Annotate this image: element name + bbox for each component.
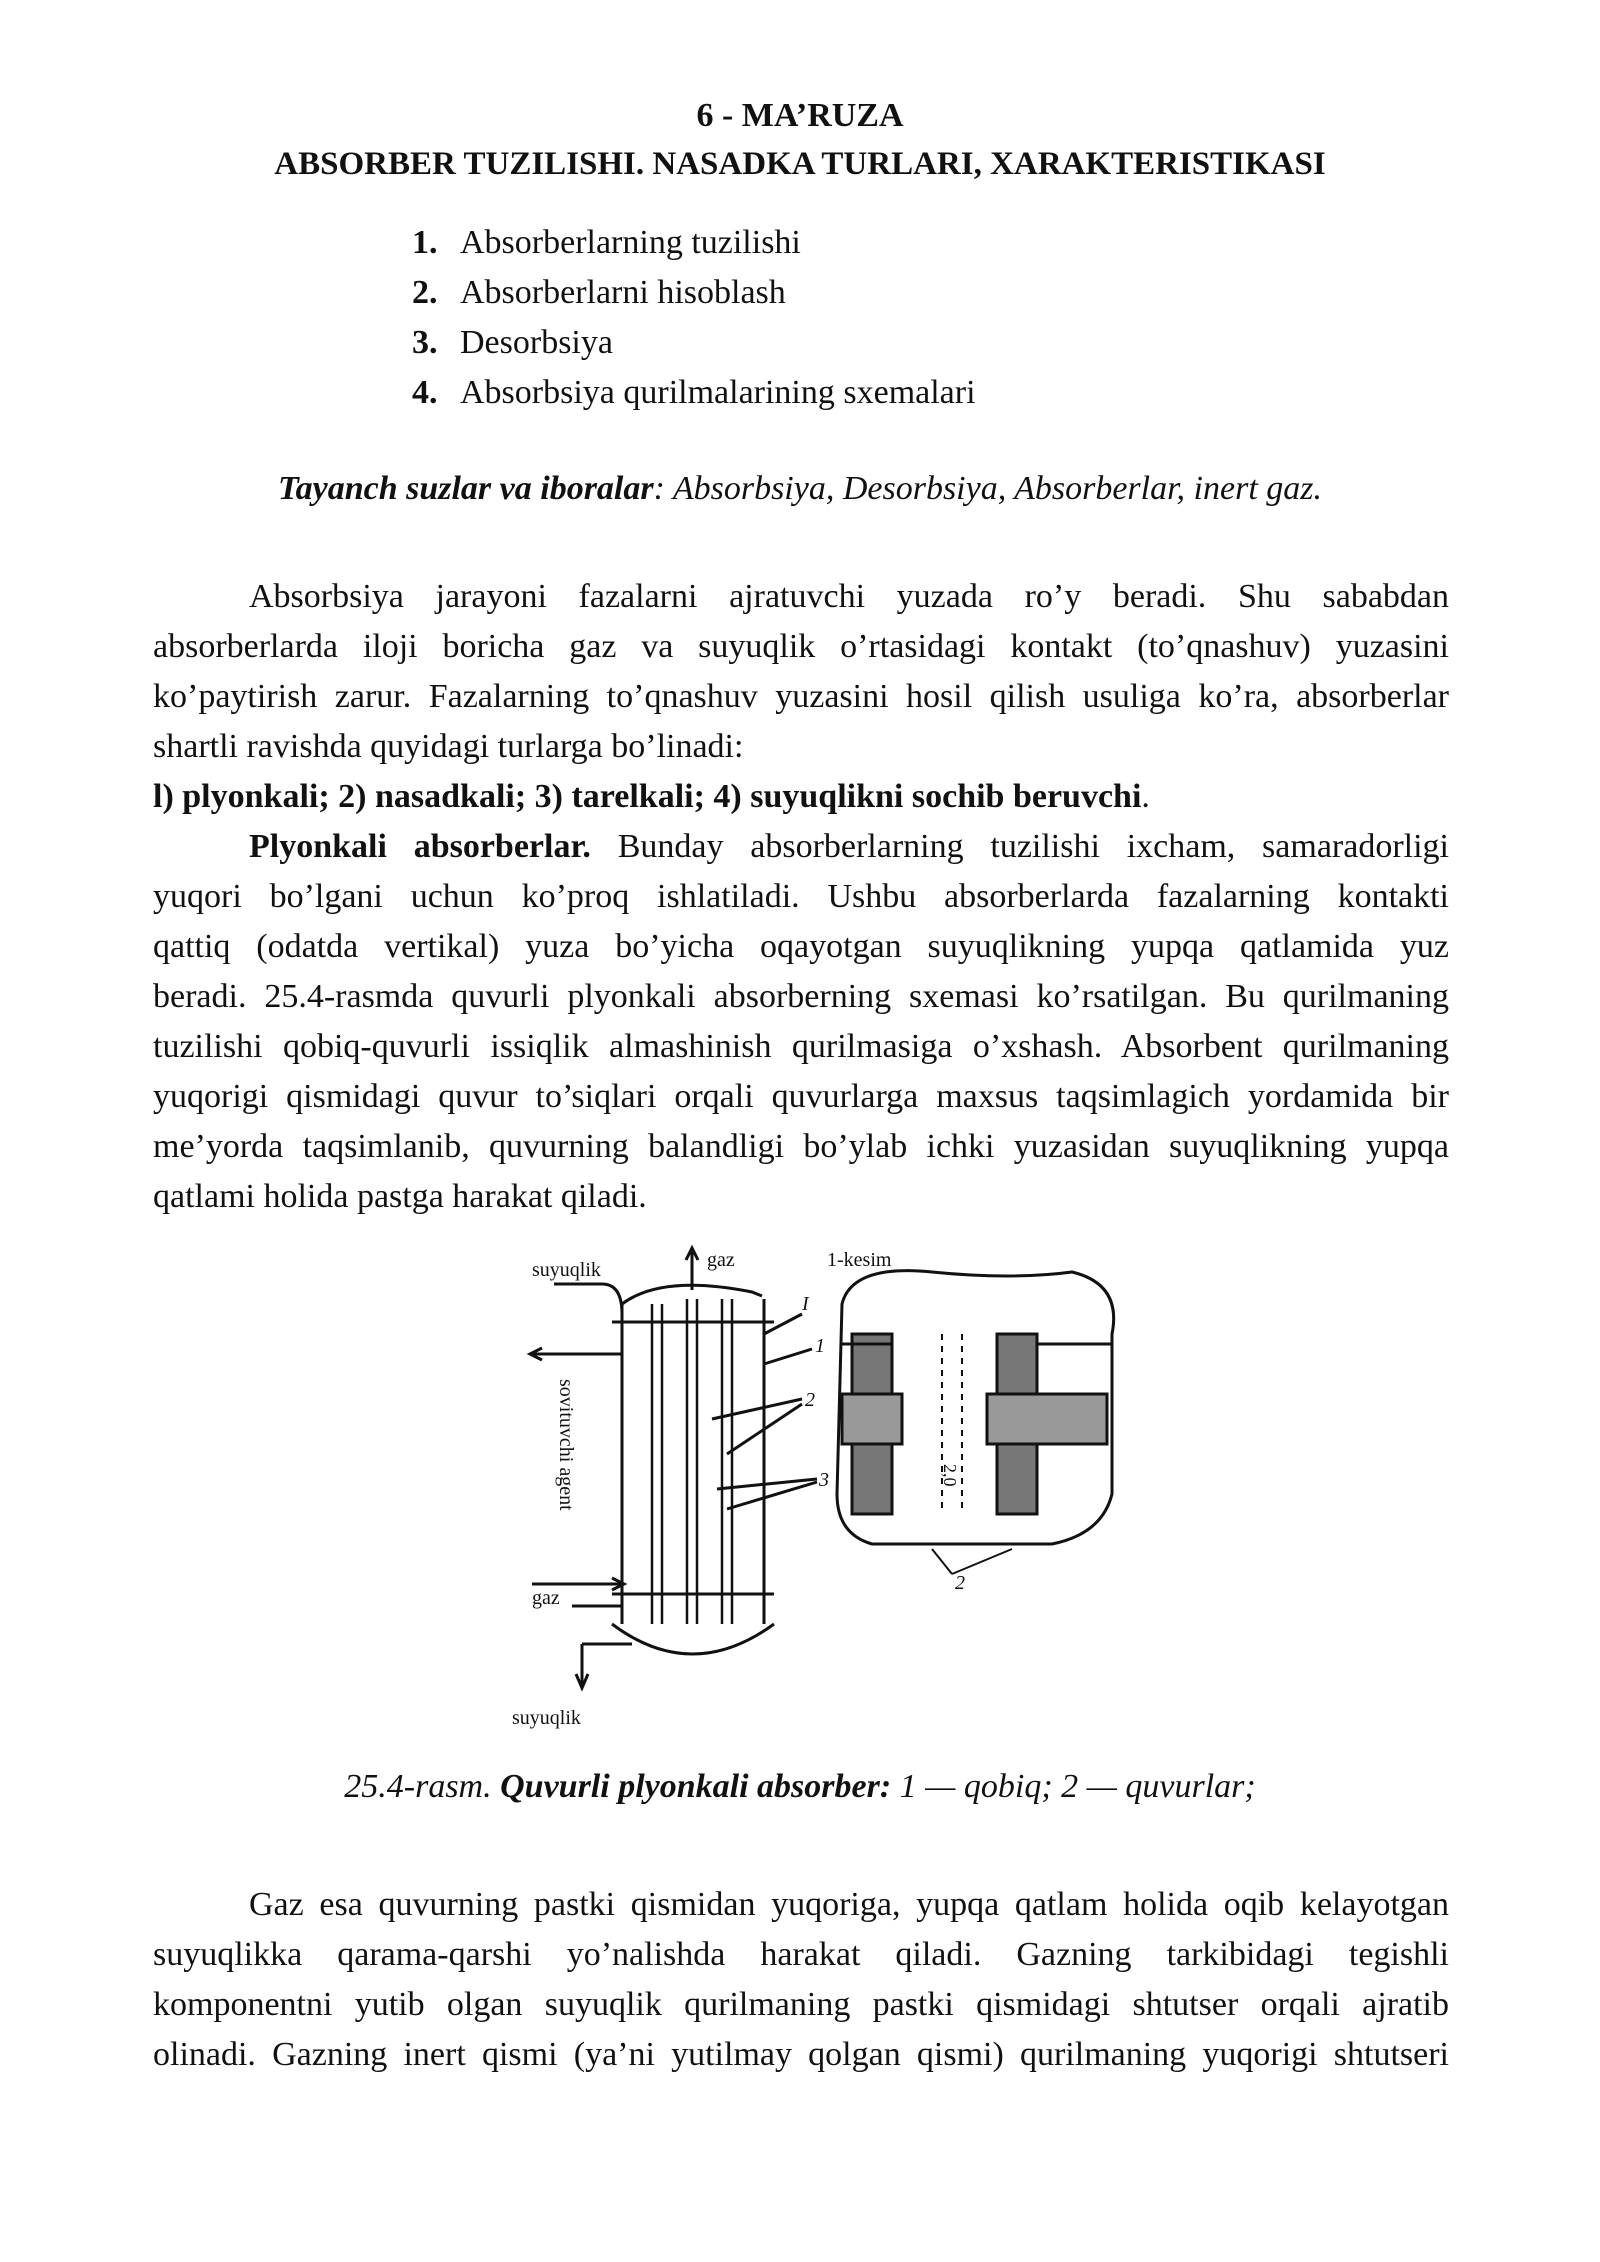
absorber-types-line: l) plyonkali; 2) nasadkali; 3) tarelkali; 4) suyuqlikni sochib beruvchi. [153,778,1150,815]
paragraph-line: tuzilishi qobiq-quvurli issiqlik almashinish qurilmasiga o’xshash. Absorbent qurilmaning [153,1028,1449,1065]
liquid-inlet-pipe [554,1284,622,1314]
label-mark-3: 3 [819,1469,829,1491]
paragraph-1 [153,572,1449,822]
lecture-title: ABSORBER TUZILISHI. NASADKA TURLARI, XARAKTERISTIKASI [274,146,1326,182]
paragraph-line: suyuqlikka qarama-qarshi yo’nalishda harakat qiladi. Gazning tarkibidagi tegishli [153,1936,1449,1973]
label-mark-2: 2 [805,1389,815,1411]
label-section: 1-kesim [827,1249,892,1271]
label-liquid-out: suyuqlik [512,1707,581,1729]
figure-caption: 25.4-rasm. Quvurli plyonkali absorber: 1 — qobiq; 2 — quvurlar; [344,1768,1256,1805]
paragraph-line: yuqorigi qismidagi quvur to’siqlari orqali quvurlarga maxsus taqsimlagich yordamida bir [153,1078,1449,1115]
paragraph-line: qattiq (odatda vertikal) yuza bo’yicha oqayotgan suyuqlikning yupqa qatlamida yuz [153,928,1449,965]
keywords-label: Tayanch suzlar va iboralar [277,470,654,507]
paragraph-line: absorberlarda iloji boricha gaz va suyuqlik o’rtasidagi kontakt (to’qnashuv) yuzasini [153,628,1449,665]
paragraph-line: Gaz esa quvurning pastki qismidan yuqoriga, yupqa qatlam holida oqib kelayotgan [249,1886,1449,1923]
tubes [652,1299,732,1624]
paragraph-line: komponentni yutib olgan suyuqlik qurilmaning pastki qismidagi shtutser orqali ajratib [153,1986,1449,2023]
keywords-line [0,466,1600,512]
paragraph-line: shartli ravishda quyidagi turlarga bo’linadi: [153,728,744,765]
paragraph-line: Plyonkali absorberlar. Bunday absorberlarning tuzilishi ixcham, samaradorligi [249,828,1449,865]
toc-item: 1. Absorberlarning tuzilishi [412,224,801,261]
paragraph-line: ko’paytirish zarur. Fazalarning to’qnashuv yuzasini hosil qilish usuliga ko’ra, absorberlar [153,678,1449,715]
table-of-contents [412,218,976,418]
paragraph-line: qatlami holida pastga harakat qiladi. [153,1178,647,1215]
section-lead: Plyonkali absorberlar. [249,828,591,865]
label-gas-out: gaz [707,1249,735,1271]
toc-item: 4. Absorbsiya qurilmalarining sxemalari [412,374,976,411]
paragraph-3 [153,1880,1449,2080]
paragraph-line: olinadi. Gazning inert qismi (ya’ni yutilmay qolgan qismi) qurilmaning yuqorigi shtutseri [153,2036,1449,2073]
label-mark-2b: 2 [955,1572,965,1594]
paragraph-2 [153,822,1449,1222]
label-gas-in: gaz [532,1587,560,1609]
paragraph-line: Absorbsiya jarayoni fazalarni ajratuvchi yuzada ro’y beradi. Shu sababdan [249,578,1449,615]
label-mark-I: I [802,1293,809,1315]
paragraph-line: beradi. 25.4-rasmda quvurli plyonkali absorberning sxemasi ko’rsatilgan. Bu qurilmaning [153,978,1449,1015]
paragraph-line: me’yorda taqsimlanib, quvurning balandligi bo’ylab ichki yuzasidan suyuqlikning yupqa [153,1128,1449,1165]
lecture-number: 6 - MA’RUZA [696,97,904,134]
label-dimension: 2,0 [940,1464,960,1487]
paragraph-line: yuqori bo’lgani uchun ko’proq ishlatiladi. Ushbu absorberlarda fazalarning kontakti [153,878,1449,915]
label-liquid-in: suyuqlik [532,1259,601,1281]
bottom-head [612,1624,774,1654]
toc-item: 2. Absorberlarni hisoblash [412,274,786,311]
toc-item: 3. Desorbsiya [412,324,613,361]
label-coolant: sovituvchi agent [555,1379,577,1511]
keywords-text: : Absorbsiya, Desorbsiya, Absorberlar, inert gaz. [653,470,1323,507]
label-mark-1: 1 [815,1335,825,1357]
absorber-diagram [512,1244,1132,1744]
section-detail [837,1271,1114,1574]
